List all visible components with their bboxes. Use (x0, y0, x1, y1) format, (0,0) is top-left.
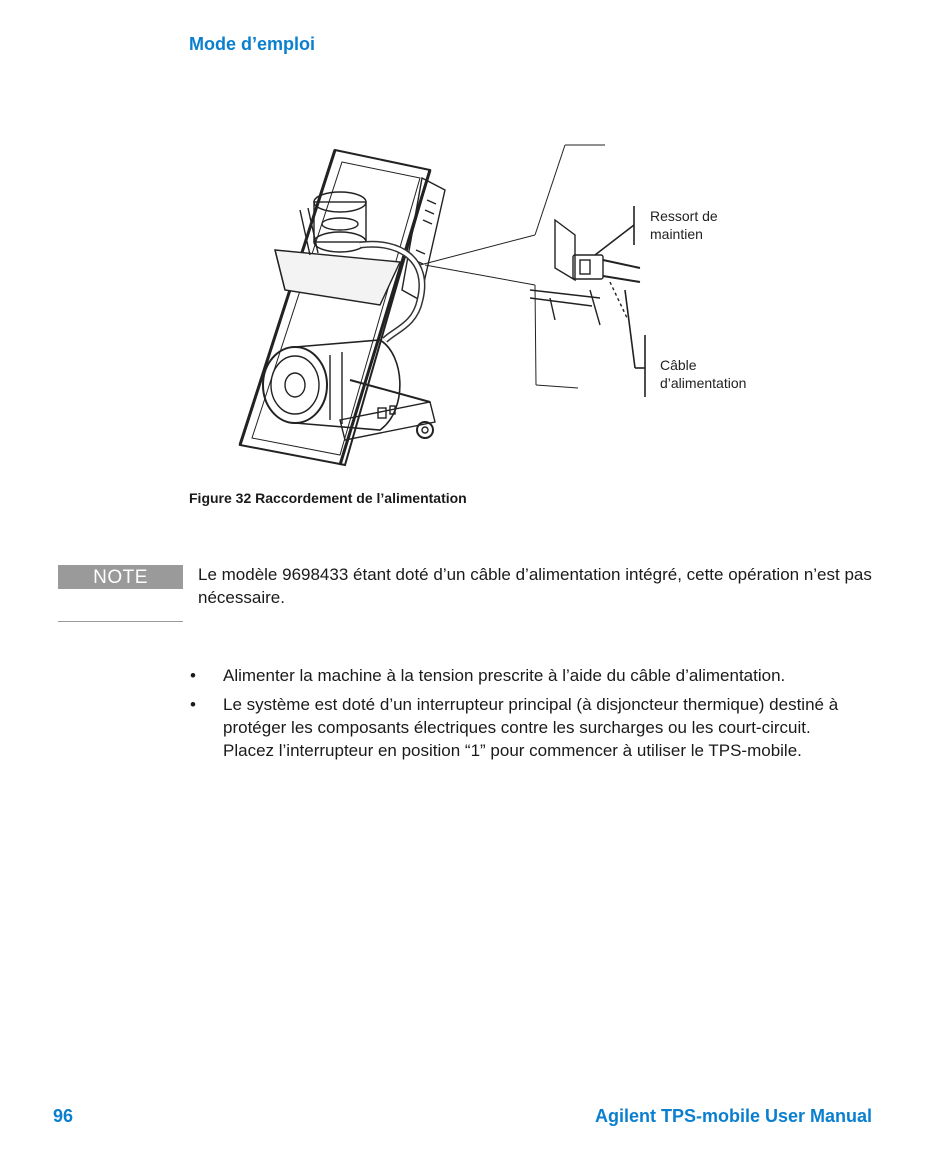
bullet-icon: • (190, 695, 196, 714)
callout-leaders (595, 206, 645, 397)
callout-power-cable-line2: d’alimentation (660, 375, 747, 391)
callout-retaining-spring-line1: Ressort de (650, 208, 718, 224)
note-badge: NOTE (58, 565, 183, 589)
figure-power-connection (230, 140, 790, 470)
figure-caption: Figure 32 Raccordement de l’alimentation (189, 490, 467, 506)
callout-power-cable (660, 356, 746, 392)
instruction-list (189, 664, 859, 768)
list-item-text: Alimenter la machine à la tension prescrite à l’aide du câble d’alimentation. (223, 666, 786, 685)
callout-power-cable-line1: Câble (660, 357, 697, 373)
list-item (189, 693, 859, 762)
zoom-lines (420, 145, 605, 388)
machine-illustration (230, 140, 790, 470)
manual-title: Agilent TPS-mobile User Manual (594, 1106, 872, 1126)
list-item-text: Le système est doté d’un interrupteur principal (à disjoncteur thermique) destiné à protéger les composants électriques contre les surcharges ou les court-circuit. Placez l’interrupteur en position “1” pour commencer à utiliser le TPS-mobile. (223, 695, 839, 760)
list-item (189, 664, 859, 687)
bullet-icon: • (190, 666, 196, 685)
callout-retaining-spring (650, 207, 718, 243)
callout-retaining-spring-line2: maintien (650, 226, 703, 242)
section-title: Mode d’emploi (189, 34, 315, 54)
machine-frame (240, 150, 445, 465)
page-number: 96 (53, 1106, 74, 1126)
note-text: Le modèle 9698433 étant doté d’un câble d’alimentation intégré, cette opération n’est pas nécessaire. (198, 565, 872, 607)
note-divider (58, 621, 183, 622)
detail-view (530, 220, 640, 325)
